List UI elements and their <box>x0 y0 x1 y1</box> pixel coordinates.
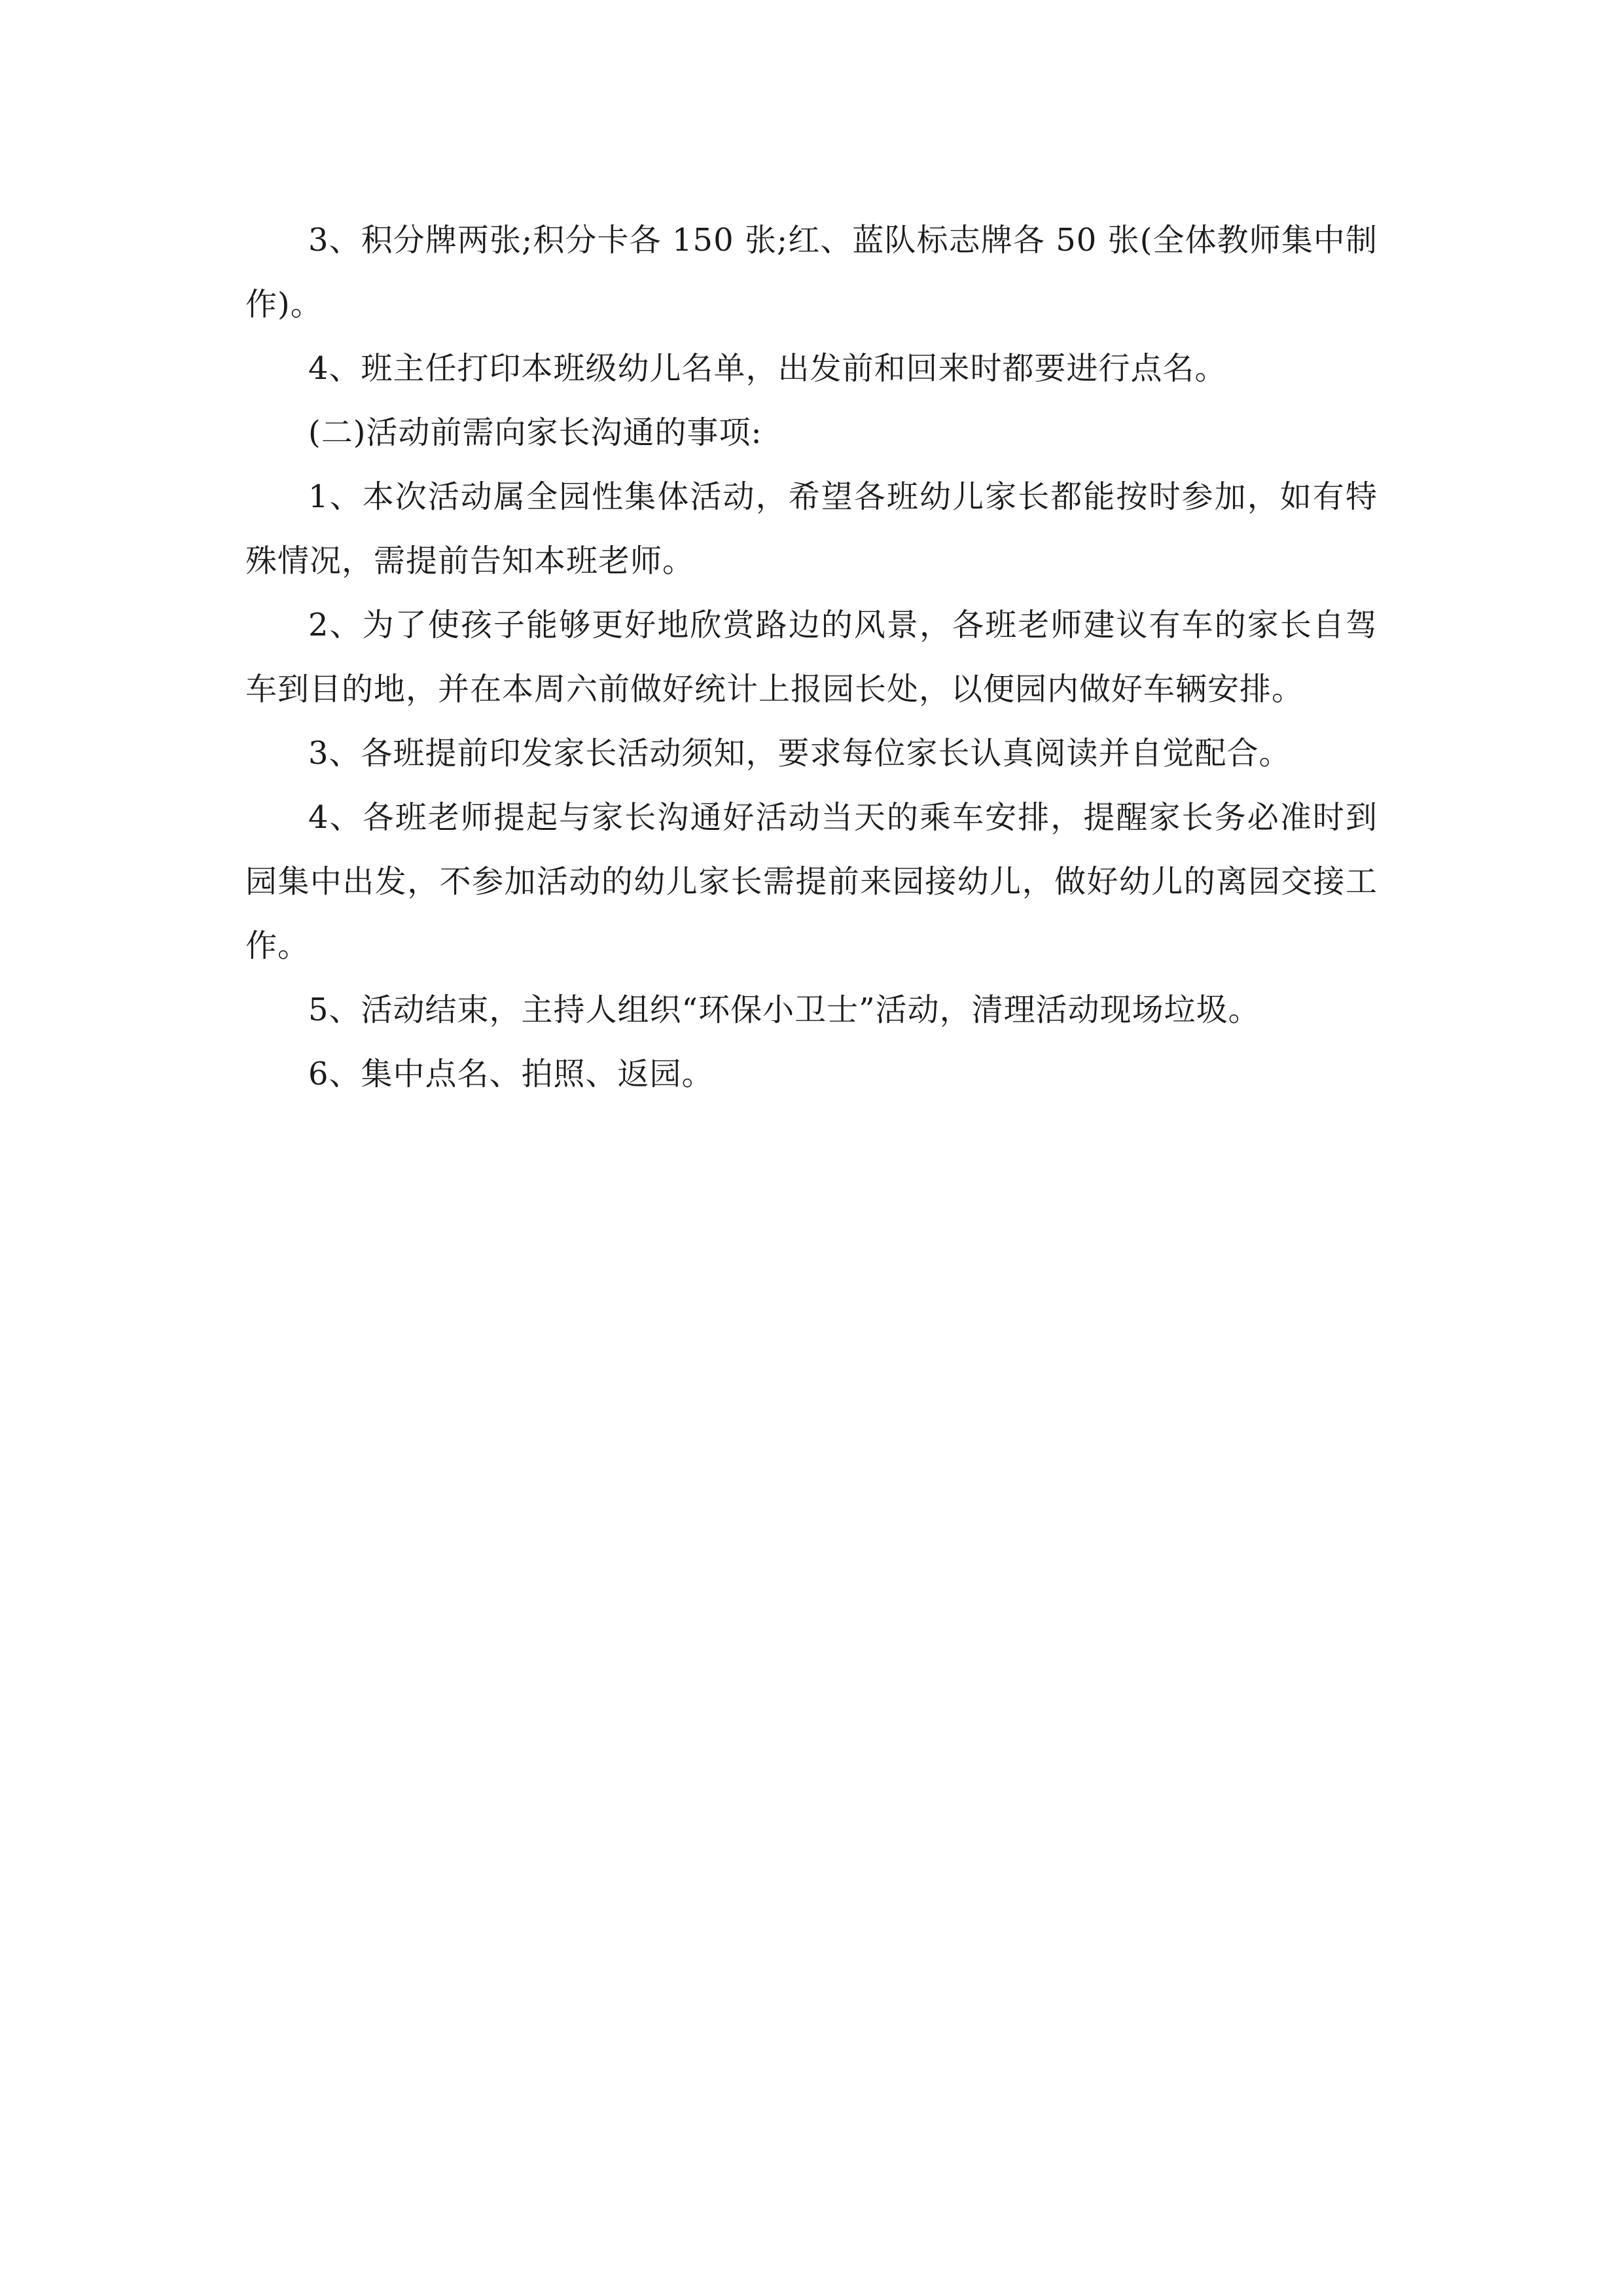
section-heading-parent-communication: (二)活动前需向家长沟通的事项: <box>308 414 762 451</box>
paragraph-cleanup-activity: 5、活动结束，主持人组织“环保小卫士”活动，清理活动现场垃圾。 <box>308 992 1260 1028</box>
paragraph-self-driving: 2、为了使孩子能够更好地欣赏路边的风景，各班老师建议有车的家长自驾车到目的地，并在本周六前做好统计上报园长处，以便园内做好车辆安排。 <box>245 607 1378 708</box>
paragraph-roll-call-list: 4、班主任打印本班级幼儿名单，出发前和回来时都要进行点名。 <box>308 350 1227 387</box>
paragraph-transport-arrangement: 4、各班老师提起与家长沟通好活动当天的乘车安排，提醒家长务必准时到园集中出发，不参加活动的幼儿家长需提前来园接幼儿，做好幼儿的离园交接工作。 <box>245 799 1378 964</box>
document-body <box>245 208 1378 1106</box>
paragraph-attendance: 1、本次活动属全园性集体活动，希望各班幼儿家长都能按时参加，如有特殊情况，需提前告知本班老师。 <box>245 478 1378 579</box>
paragraph-activity-notice: 3、各班提前印发家长活动须知，要求每位家长认真阅读并自觉配合。 <box>308 735 1291 772</box>
paragraph-return: 6、集中点名、拍照、返园。 <box>308 1056 714 1092</box>
paragraph-materials-scorecards: 3、积分牌两张;积分卡各 150 张;红、蓝队标志牌各 50 张(全体教师集中制作)。 <box>245 222 1378 323</box>
